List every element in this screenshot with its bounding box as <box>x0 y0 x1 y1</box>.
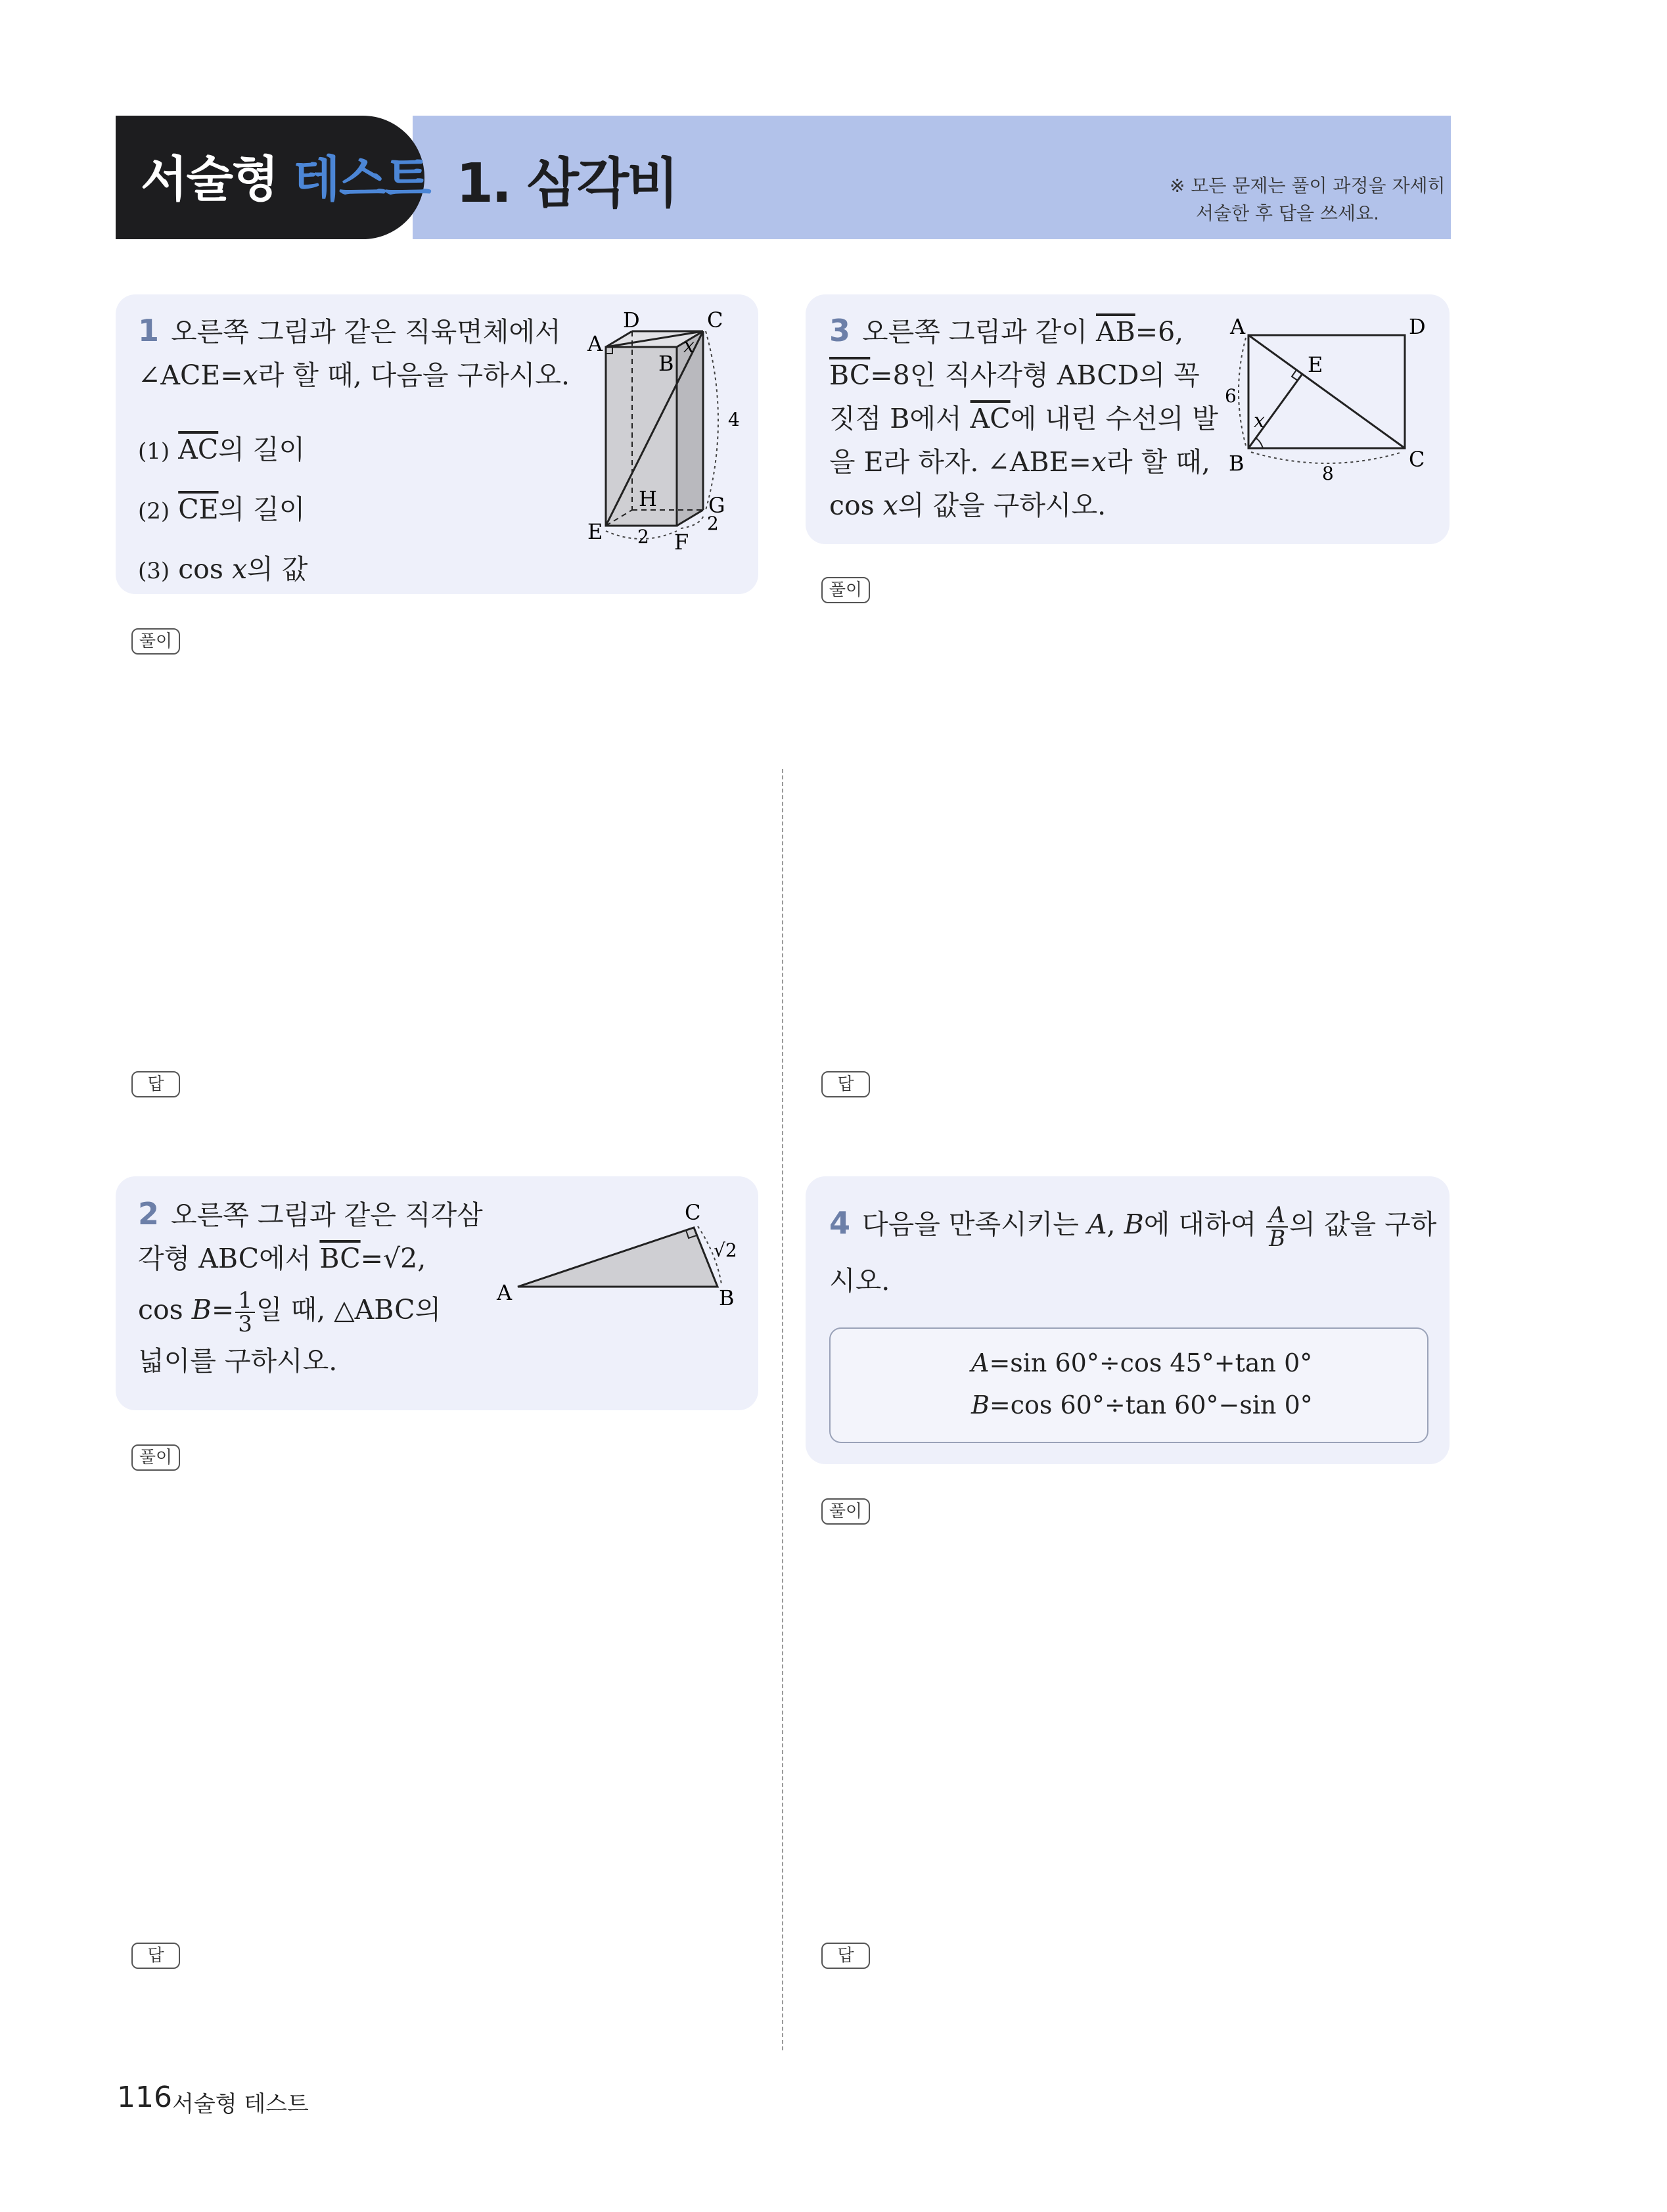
label-6: 6 <box>1225 385 1237 407</box>
label-8: 8 <box>1322 463 1334 484</box>
problem-1-subquestions: (1) $\overline{AC}$의 길이 (2) $\overline{CE}$의 길이 (3) cos 𝑥의 값 <box>138 434 308 585</box>
rectangle-figure <box>1222 313 1439 484</box>
solution-tag-1: 풀이 <box>131 628 180 655</box>
solution-tag-2: 풀이 <box>131 1444 180 1471</box>
equation-A: 𝐴=sin 60°÷cos 45°+tan 0° <box>971 1348 1313 1377</box>
label-C: C <box>707 309 723 333</box>
cuboid-figure <box>578 309 756 559</box>
answer-tag-2: 답 <box>131 1943 180 1969</box>
answer-tag-1: 답 <box>131 1071 180 1097</box>
equation-B: 𝐵=cos 60°÷tan 60°−sin 0° <box>971 1391 1313 1419</box>
label-C: C <box>1409 447 1425 472</box>
label-E: E <box>1308 352 1323 377</box>
label-2-FG: 2 <box>707 513 719 534</box>
label-sqrt2: √2 <box>714 1239 737 1261</box>
instruction-note: ※ 모든 문제는 풀이 과정을 자세히 서술한 후 답을 쓰세요. <box>1170 175 1446 224</box>
problem-1-text: 1 오른쪽 그림과 같은 직육면체에서 ∠ACE=𝑥라 할 때, 다음을 구하시오. <box>138 313 570 391</box>
chapter-title: 1. 삼각비 <box>456 152 677 215</box>
header-title: 서술형 테스트 <box>141 151 430 208</box>
label-4: 4 <box>728 409 740 430</box>
label-F: F <box>674 530 689 555</box>
problem-4-text: 4 다음을 만족시키는 𝐴, 𝐵에 대하여 $\frac{A}{B}$ 의 값을 구하 시오. <box>829 1201 1437 1297</box>
answer-tag-4: 답 <box>821 1943 870 1969</box>
problem-3-text: 3 오른쪽 그림과 같이 $\overline{AB}=6$, $\overline{BC}=8$인 직사각형 ABCD의 꼭 짓점 B에서 $\overline{AC}$에 내린 수선의 발 을 E라 하자. ∠ABE=𝑥라 할 때, cos 𝑥의 값을 구하시오. <box>829 313 1218 521</box>
fraction-A-over-B: $\frac{A}{B}$ <box>1266 1204 1288 1250</box>
page-number: 116 <box>117 2081 172 2114</box>
solution-tag-4: 풀이 <box>821 1498 870 1525</box>
problem-2-text: 2 오른쪽 그림과 같은 직각삼 각형 ABC에서 $\overline{BC}=√2$, cos 𝐵= $\frac{1}{3}$ 일 때, △ABC의 넓이를 구하시오. <box>138 1196 483 1377</box>
condition-box <box>829 1327 1428 1443</box>
column-divider <box>782 769 783 2050</box>
answer-tag-3: 답 <box>821 1071 870 1097</box>
label-H: H <box>639 486 657 511</box>
label-x: x <box>1254 409 1265 432</box>
label-B: B <box>719 1285 735 1310</box>
label-G: G <box>708 493 725 518</box>
label-A: A <box>1230 314 1246 339</box>
label-A: A <box>587 331 603 356</box>
solution-tag-3: 풀이 <box>821 577 870 603</box>
label-E: E <box>587 519 603 544</box>
label-B: B <box>1229 451 1245 476</box>
label-A: A <box>497 1280 513 1305</box>
fraction-one-third: $\frac{1}{3}$ <box>235 1289 255 1335</box>
label-D: D <box>623 309 640 333</box>
label-B: B <box>658 351 674 376</box>
label-C: C <box>685 1200 701 1225</box>
label-D: D <box>1409 314 1426 339</box>
label-x: x <box>683 334 695 357</box>
triangle-figure <box>493 1196 749 1314</box>
label-2-EF: 2 <box>637 526 649 547</box>
footer-section: 서술형 테스트 <box>172 2091 309 2117</box>
